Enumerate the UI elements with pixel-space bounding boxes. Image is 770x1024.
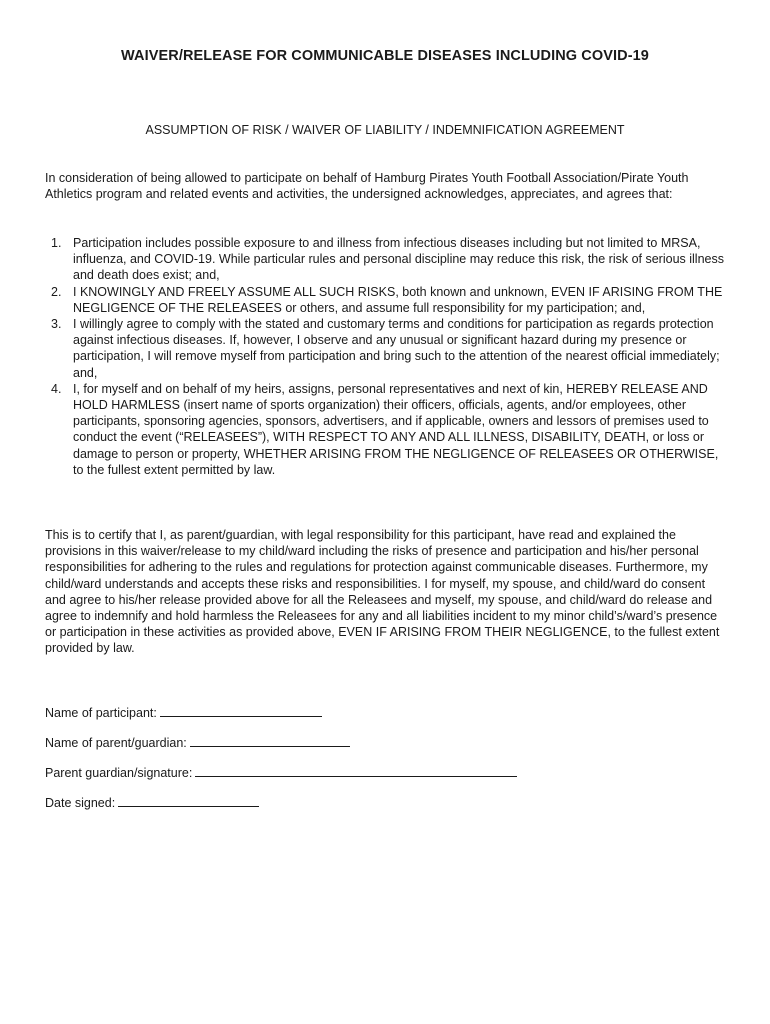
list-item-text: I, for myself and on behalf of my heirs, assigns, personal representatives and next of kin, HEREBY RELEASE AND HOLD HARMLESS (insert name of sports organization) their officers, officials, agents, and/or employees, other participants, sponsoring agencies, sponsors, advertisers, and if applicable, owners and lessors of premises used to conduct the event (“RELEASEES”), WITH RESPECT TO ANY AND ALL ILLNESS, DISABILITY, DEATH, or loss or damage to person or property, WHETHER ARISING FROM THE NEGLIGENCE OF RELEASEES OR OTHERWISE, to the fullest extent permitted by law. — [73, 381, 719, 477]
date-signed-line[interactable] — [118, 793, 259, 807]
list-item-number: 3. — [51, 317, 62, 332]
document-subtitle: ASSUMPTION OF RISK / WAIVER OF LIABILITY / INDEMNIFICATION AGREEMENT — [145, 123, 625, 137]
list-item-number: 1. — [51, 236, 62, 250]
list-item-text: I KNOWINGLY AND FREELY ASSUME ALL SUCH RISKS, both known and unknown, EVEN IF ARISING FROM THE NEGLIGENCE OF THE RELEASEES or others, and assume full responsibility for my participation; and, — [73, 284, 723, 315]
participant-name-line[interactable] — [160, 703, 322, 717]
participant-name-label: Name of participant: — [45, 706, 157, 720]
intro-paragraph: In consideration of being allowed to participate on behalf of Hamburg Pirates Youth Football Association/Pirate Youth Athletics program and related events and activities, the undersigned acknowledges, appreciates, and agrees that: — [45, 171, 689, 202]
terms-list — [45, 235, 725, 478]
guardian-name-line[interactable] — [190, 733, 350, 747]
list-item-number: 4. — [51, 381, 62, 396]
guardian-name-field — [45, 733, 725, 763]
guardian-signature-field — [45, 763, 725, 793]
date-signed-label: Date signed: — [45, 796, 116, 810]
list-item-text: I willingly agree to comply with the stated and customary terms and conditions for participation as regards protection against infectious diseases. If, however, I observe and any unusual or significant hazard during my presence or participation, I will remove myself from participation and bring such to the attention of the nearest official immediately; and, — [73, 317, 720, 380]
date-signed-field — [45, 793, 725, 823]
list-item — [45, 235, 725, 284]
guardian-signature-line[interactable] — [195, 763, 517, 777]
list-item — [45, 316, 725, 381]
document-title: WAIVER/RELEASE FOR COMMUNICABLE DISEASES INCLUDING COVID-19 — [121, 48, 649, 64]
participant-name-field — [45, 703, 725, 733]
list-item-number: 2. — [51, 284, 62, 299]
certification-paragraph: This is to certify that I, as parent/guardian, with legal responsibility for this participant, have read and explained the provisions in this waiver/release to my child/ward including the risks of presence and participation and his/her personal responsibilities for adhering to the rules and regulations for protection against communicable diseases. Furthermore, my child/ward understands and accepts these risks and responsibilities. I for myself, my spouse, and child/ward do consent and agree to his/her release provided above for all the Releasees and myself, my spouse, and child/ward do release and agree to indemnify and hold harmless the Releasees for any and all liabilities incident to my minor child’s/ward’s presence or participation in these activities as provided above, EVEN IF ARISING FROM THEIR NEGLIGENCE, to the fullest extent provided by law. — [45, 528, 720, 656]
guardian-signature-label: Parent guardian/signature: — [45, 766, 193, 780]
list-item — [45, 284, 725, 316]
signature-fields — [45, 703, 725, 823]
guardian-name-label: Name of parent/guardian: — [45, 736, 187, 750]
list-item — [45, 381, 725, 478]
list-item-text: Participation includes possible exposure to and illness from infectious diseases including but not limited to MRSA, influenza, and COVID-19. While particular rules and personal discipline may reduce this risk, the risk of serious illness and death does exist; and, — [73, 236, 724, 283]
